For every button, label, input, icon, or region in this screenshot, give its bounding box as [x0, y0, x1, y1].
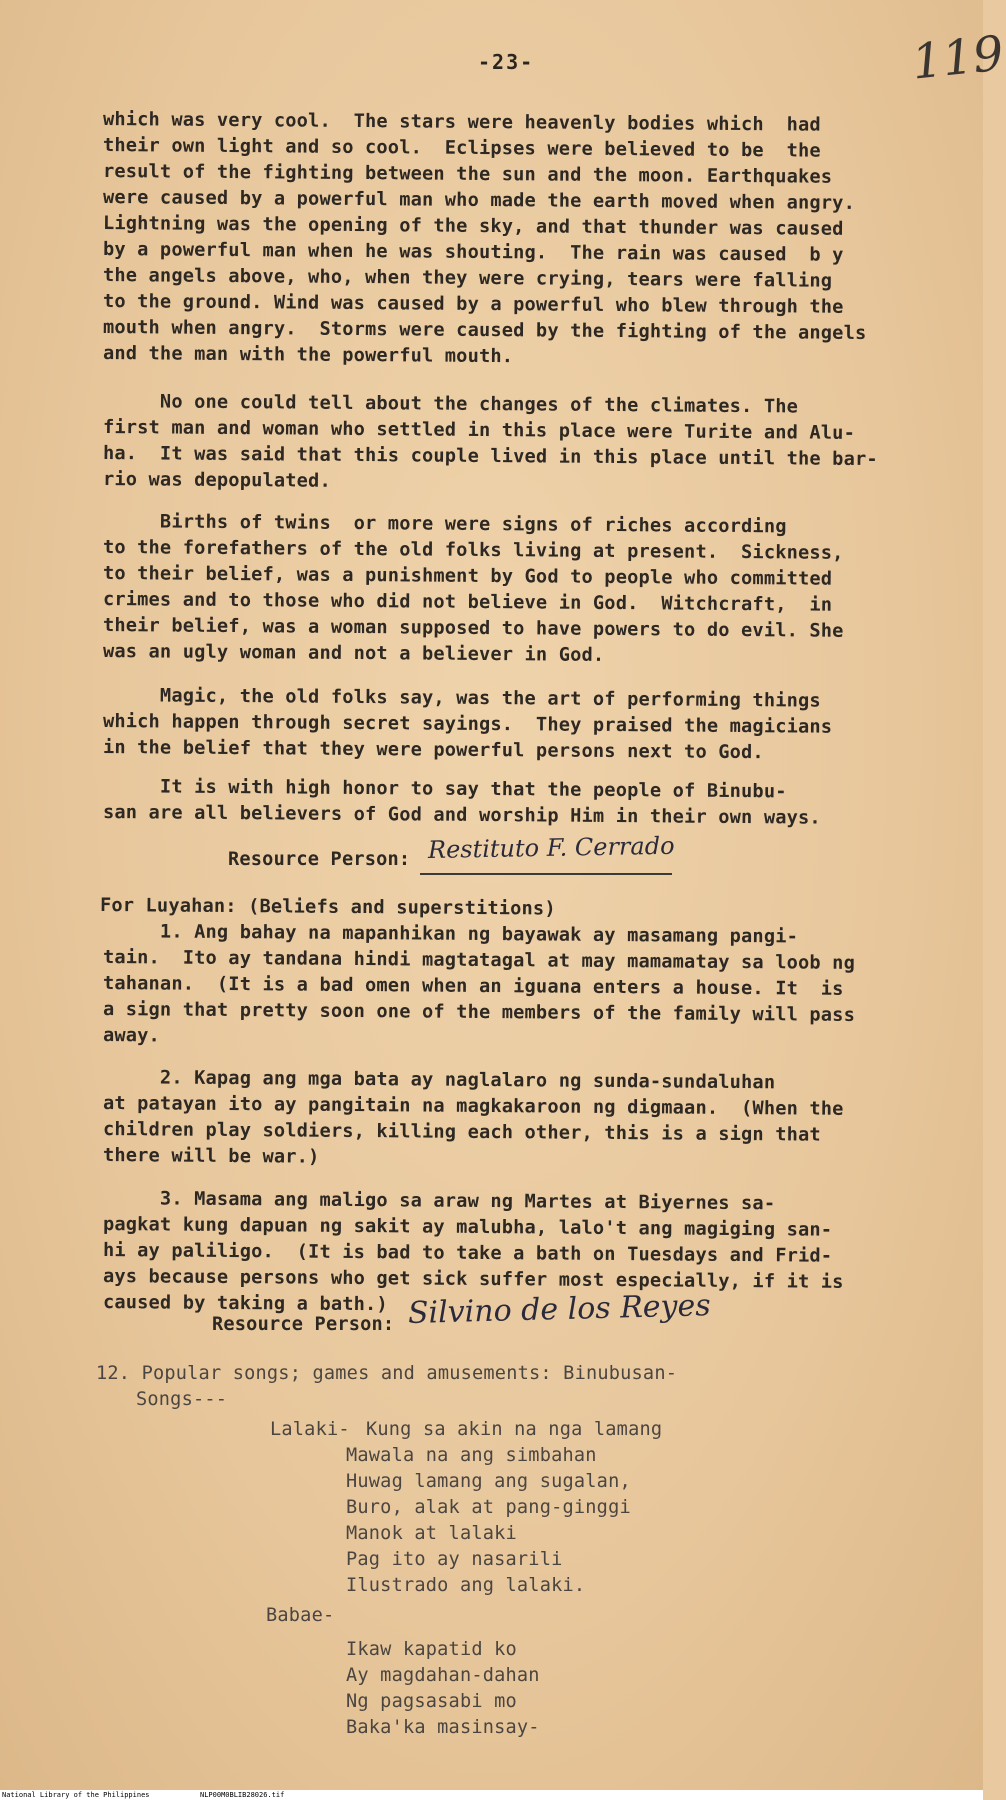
text-line: result of the fighting between the sun and the moon. Earthquakes: [102, 161, 833, 188]
text-line: Lightning was the opening of the sky, and that thunder was caused: [102, 213, 844, 240]
text-line: 1. Ang bahay na mapanhikan ng bayawak ay masamang pangi-: [102, 921, 799, 948]
song-line: Mawala na ang simbahan: [346, 1445, 597, 1466]
text-line: caused by taking a bath.): [102, 1292, 388, 1316]
resource-person-label: Resource Person:: [228, 849, 411, 870]
text-line: hi ay paliligo. (It is bad to take a bath on Tuesdays and Frid-: [102, 1240, 833, 1267]
resource-person-label: Resource Person:: [212, 1314, 395, 1335]
song-line: Ilustrado ang lalaki.: [346, 1575, 586, 1596]
footer-library: National Library of the Philippines: [2, 1791, 150, 1799]
lalaki-label: Lalaki-: [270, 1419, 350, 1440]
text-line: which was very cool. The stars were heavenly bodies which had: [102, 109, 821, 136]
song-line: Ikaw kapatid ko: [346, 1639, 517, 1660]
text-line: ays because persons who get sick suffer most especially, if it is: [102, 1266, 844, 1293]
signature-silvino: Silvino de los Reyes: [407, 1288, 712, 1331]
text-line: children play soldiers, killing each other, this is a sign that: [102, 1119, 821, 1146]
section-subheading: Songs---: [136, 1389, 228, 1410]
song-line: Ay magdahan-dahan: [346, 1665, 540, 1686]
text-line: to the forefathers of the old folks living at present. Sickness,: [102, 537, 844, 564]
text-line: were caused by a powerful man who made the earth moved when angry.: [102, 187, 856, 214]
text-line: tahanan. (It is a bad omen when an iguana enters a house. It is: [102, 973, 844, 1000]
text-line: mouth when angry. Storms were caused by the fighting of the angels: [102, 317, 867, 344]
text-line: and the man with the powerful mouth.: [102, 343, 514, 368]
text-line: 3. Masama ang maligo sa araw ng Martes at Biyernes sa-: [102, 1188, 776, 1215]
song-line: Pag ito ay nasarili: [346, 1549, 563, 1570]
babae-label: Babae-: [266, 1605, 335, 1626]
text-line: pagkat kung dapuan ng sakit ay malubha, lalo't ang magiging san-: [102, 1214, 833, 1241]
signature-underline: [420, 873, 672, 875]
text-line: crimes and to those who did not believe in God. Witchcraft, in: [102, 589, 833, 616]
text-line: their own light and so cool. Eclipses were believed to be the: [102, 135, 821, 162]
text-line: at patayan ito ay pangitain na magkakaroon ng digmaan. (When the: [102, 1093, 844, 1120]
text-line: Births of twins or more were signs of riches according: [102, 511, 787, 538]
song-line: Huwag lamang ang sugalan,: [346, 1471, 631, 1492]
text-line: No one could tell about the changes of the climates. The: [102, 391, 799, 418]
text-line: which happen through secret sayings. They praised the magicians: [102, 711, 833, 738]
text-line: Magic, the old folks say, was the art of performing things: [102, 685, 821, 712]
text-line: a sign that pretty soon one of the members of the family will pass: [102, 999, 856, 1026]
text-line: in the belief that they were powerful persons next to God.: [102, 737, 764, 764]
footer-filename: NLP00M0BLIB28026.tif: [200, 1791, 285, 1799]
text-line: ha. It was said that this couple lived in this place until the bar-: [102, 443, 878, 471]
folio-number: 119: [909, 25, 1006, 91]
text-line: san are all believers of God and worship Him in their own ways.: [102, 802, 821, 829]
text-line: their belief, was a woman supposed to have powers to do evil. She: [102, 615, 844, 642]
text-line: away.: [102, 1025, 161, 1047]
text-line: there will be war.): [102, 1145, 320, 1168]
text-line: to the ground. Wind was caused by a powerful who blew through the: [102, 291, 844, 318]
text-line: rio was depopulated.: [102, 469, 331, 492]
song-line: Buro, alak at pang-ginggi: [346, 1497, 631, 1518]
text-line: was an ugly woman and not a believer in God.: [102, 641, 605, 666]
song-line: Kung sa akin na nga lamang: [366, 1419, 663, 1440]
section-heading: 12. Popular songs; games and amusements: Binubusan-: [96, 1363, 678, 1384]
text-line: to their belief, was a punishment by God to people who committed: [102, 563, 833, 590]
song-line: Manok at lalaki: [346, 1523, 517, 1544]
song-line: Ng pagsasabi mo: [346, 1691, 517, 1712]
text-line: tain. Ito ay tandana hindi magtatagal at may mamamatay sa loob ng: [102, 947, 856, 974]
text-line: 2. Kapag ang mga bata ay naglalaro ng sunda-sundaluhan: [102, 1067, 776, 1094]
signature-restituto: Restituto F. Cerrado: [427, 831, 675, 864]
song-line: Baka'ka masinsay-: [346, 1717, 540, 1738]
text-line: the angels above, who, when they were crying, tears were falling: [102, 265, 833, 292]
text-line: first man and woman who settled in this place were Turite and Alu-: [102, 417, 856, 444]
section-heading: For Luyahan: (Beliefs and superstitions): [99, 895, 556, 920]
page-number: -23-: [478, 50, 535, 74]
text-line: by a powerful man when he was shouting. The rain was caused b y: [102, 239, 844, 266]
text-line: It is with high honor to say that the people of Binubu-: [102, 776, 787, 803]
scan-footer: [0, 1790, 983, 1800]
